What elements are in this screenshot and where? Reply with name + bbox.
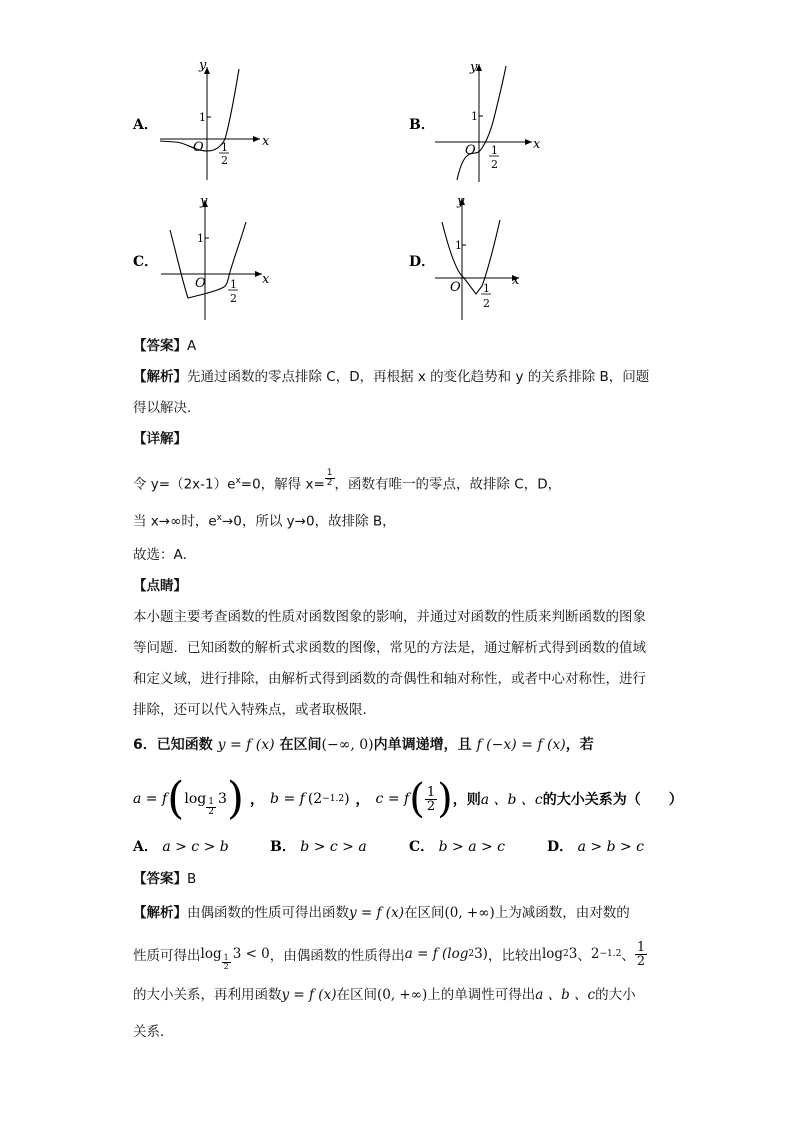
- q6-an3-d: 的大小: [595, 987, 636, 1003]
- graph-d-half-den: 2: [483, 297, 490, 310]
- q6-an2-pow-exp: −1.2: [599, 949, 622, 959]
- q6-analysis-line2: [133, 934, 647, 974]
- q6-an1-b: 在区间: [403, 905, 445, 921]
- graph-c-half-num: 1: [230, 278, 237, 291]
- q6-interval: (−∞, 0): [321, 737, 374, 753]
- q6-an1-interval: (0, +∞): [444, 905, 495, 921]
- option-a-label: A．: [133, 117, 158, 133]
- q5-detail-line1: [133, 466, 561, 501]
- graph-a-origin: O: [193, 140, 204, 155]
- q6-an2-e: 、: [621, 948, 635, 964]
- q5-answer: [133, 331, 196, 362]
- q5-comment-line-1: 本小题主要考查函数的性质对函数图象的影响，并通过对函数的性质来判断函数的图象: [133, 609, 646, 625]
- graph-b: [432, 58, 552, 186]
- q6-option-d-expr: a > b > c: [577, 839, 645, 855]
- q6-stem-d: ，若: [565, 737, 594, 753]
- q6-an2-log2: log: [541, 946, 564, 962]
- q6-an2-eq-sub: 2: [468, 949, 475, 959]
- q5-comment-line-2: 等问题．已知函数的解析式求函数的图像，常见的方法是，通过解析式得到函数的值域: [133, 640, 646, 656]
- q5-detail-line1-sup: x: [235, 476, 241, 486]
- q5-detail-line3: 故选：A．: [133, 547, 197, 563]
- q6-stem-b: 在区间: [279, 737, 322, 753]
- q6-option-c: [409, 836, 505, 856]
- graph-d-one: 1: [455, 239, 462, 252]
- q5-detail-line2: [133, 503, 396, 538]
- q5-detail-tag: 【详解】: [133, 431, 187, 447]
- q6-stem-f: 的大小关系为（ ）: [542, 792, 683, 808]
- graph-a-half-num: 1: [221, 141, 228, 154]
- q6-an2-log2-arg: 3: [568, 946, 578, 962]
- q6-b-exp: −1.2: [322, 794, 345, 804]
- q6-number: 6．: [133, 737, 157, 753]
- q6-a-def-a: a = f: [133, 791, 168, 807]
- q6-an2-pow: 2: [590, 946, 600, 962]
- q6-stem-e: ，则: [452, 792, 481, 808]
- q6-an3-a: 的大小关系，再利用函数: [133, 987, 282, 1003]
- q5-detail-fraction: $\frac{1}{2}$: [326, 468, 333, 488]
- q5-detail-line1-b: =0，解得 x=: [240, 476, 325, 493]
- q6-a-log: log: [184, 791, 207, 807]
- q5-analysis: [133, 362, 649, 393]
- q5-detail-line2-a: 当 x→∞时，e: [133, 513, 217, 530]
- q6-answer-value: B: [187, 871, 197, 887]
- option-c-label: C．: [133, 254, 159, 270]
- graph-d-y-label: y: [457, 194, 465, 209]
- q6-stem-c: 内单调递增，且: [373, 737, 472, 753]
- graph-b-half-den: 2: [491, 158, 498, 171]
- graph-d-x-label: x: [512, 273, 520, 288]
- q6-analysis-line1: [133, 898, 630, 929]
- q6-an2-log: log: [200, 946, 222, 962]
- q6-c-paren-open: (: [409, 776, 425, 822]
- q5-answer-value: A: [187, 338, 197, 354]
- q6-option-a-label: A．: [133, 839, 158, 855]
- graph-c-half-den: 2: [230, 292, 237, 305]
- graph-b-x-label: x: [533, 137, 541, 152]
- q6-an3-b: 在区间: [336, 987, 377, 1003]
- q6-an2-a: 性质可得出: [133, 948, 201, 964]
- q6-an3-interval: (0, +∞): [376, 987, 428, 1003]
- option-d-label: D．: [409, 254, 436, 270]
- graph-a-one: 1: [199, 111, 206, 124]
- graph-c-one: 1: [197, 232, 204, 245]
- q6-option-d: [547, 836, 644, 856]
- graph-b-origin: O: [465, 143, 476, 158]
- q6-answer-tag: 【答案】: [133, 871, 187, 887]
- q6-b-def-a: b = f: [270, 791, 305, 807]
- q6-c-frac: $\frac{1}{2}$: [426, 784, 436, 814]
- graph-d-half-num: 1: [483, 282, 490, 295]
- q6-an3-c: 上的单调性可得出: [427, 987, 536, 1003]
- q6-stem-a: 已知函数: [156, 737, 213, 753]
- q6-option-b: [270, 836, 367, 856]
- graph-b-y-label: y: [470, 60, 478, 75]
- graph-b-half-num: 1: [491, 144, 498, 157]
- q5-answer-tag: 【答案】: [133, 338, 187, 354]
- q6-an3-func: y = f (x): [281, 987, 337, 1003]
- graph-d: [432, 190, 557, 322]
- q6-an3-vars: a 、b 、c: [535, 987, 596, 1003]
- graph-a-y-label: y: [199, 58, 207, 73]
- graph-d-origin: O: [450, 280, 461, 295]
- q6-an2-frac: $\frac{1}{2}$: [636, 939, 646, 969]
- q6-an2-b: ，由偶函数的性质得出: [269, 948, 405, 964]
- q6-option-b-expr: b > c > a: [300, 839, 367, 855]
- q5-detail-line2-b: →0，所以 y→0，故排除 B，: [221, 513, 396, 530]
- option-b-label: B．: [409, 117, 435, 133]
- q6-analysis-tag: 【解析】: [133, 905, 187, 921]
- q6-a-paren-open: (: [167, 773, 185, 824]
- q6-an1-c: 上为减函数，由对数的: [494, 905, 630, 921]
- q6-an1-func: y = f (x): [349, 905, 404, 921]
- q6-an1-a: 由偶函数的性质可得出函数: [187, 905, 349, 921]
- q6-a-paren-close: ): [226, 773, 245, 824]
- q6-an2-c: ，比较出: [487, 948, 542, 964]
- q6-option-a-expr: a > c > b: [162, 839, 229, 855]
- q6-an2-d: 、: [577, 948, 591, 964]
- q6-option-c-expr: b > a > c: [438, 839, 506, 855]
- q6-a-base: $\frac{1}{2}$: [208, 796, 214, 817]
- graph-a-half-den: 2: [221, 154, 228, 167]
- graph-a-x-label: x: [262, 134, 270, 149]
- q6-stem-line1: [133, 730, 594, 761]
- graph-c-y-label: y: [200, 194, 208, 209]
- q6-an2-base: $\frac{1}{2}$: [223, 952, 229, 971]
- graph-c-origin: O: [195, 276, 206, 291]
- graph-c-x-label: x: [262, 272, 270, 287]
- q5-detail-line1-a: 令 y=（2x-1）e: [133, 476, 236, 493]
- q5-analysis-line2: 得以解决．: [133, 400, 201, 416]
- q5-analysis-tag: 【解析】: [133, 369, 187, 385]
- q6-analysis-line3: [133, 980, 636, 1011]
- q6-an2-log2-sub: 2: [563, 949, 569, 959]
- q6-option-d-label: D．: [547, 839, 574, 855]
- q6-c-paren-close: ): [437, 776, 453, 822]
- q6-an2-eq: a = f (log: [404, 946, 469, 962]
- q6-option-c-label: C．: [409, 839, 435, 855]
- q6-answer: [133, 864, 196, 895]
- q5-comment-line-4: 排除，还可以代入特殊点，或者取极限．: [133, 702, 376, 718]
- graph-b-one: 1: [471, 110, 478, 123]
- graph-a: [155, 55, 285, 185]
- q6-c-def-a: c = f: [375, 791, 410, 807]
- q6-an2-ineq: 3 < 0: [232, 946, 270, 962]
- q6-func: y = f (x): [217, 737, 275, 753]
- q5-analysis-line1: 先通过函数的零点排除 C，D，再根据 x 的变化趋势和 y 的关系排除 B，问题: [187, 369, 650, 385]
- q6-option-b-label: B．: [270, 839, 296, 855]
- q6-stem-line2: a = f ( log $\frac{1}{2}$ 3 ) ， b = f ( 2 −1.2 ) ， c = f ( $\frac{1}{2}$ ) ，则 a 、b 、c 的大小关系为（ ）: [133, 773, 683, 824]
- q6-parity: f (−x) = f (x): [476, 737, 566, 753]
- q5-comment-tag: 【点睛】: [133, 578, 187, 594]
- q6-a-arg: 3: [217, 791, 227, 807]
- q6-analysis-line4: 关系．: [133, 1024, 174, 1040]
- q5-comment-line-3: 和定义域，进行排除，由解析式得到函数的奇偶性和轴对称性，或者中心对称性，进行: [133, 671, 646, 687]
- q6-stem-vars: a 、b 、c: [480, 792, 543, 808]
- q5-detail-line1-c: ，函数有唯一的零点，故排除 C，D，: [334, 476, 562, 493]
- q6-an2-eq-end: 3): [474, 946, 488, 962]
- q6-option-a: [133, 836, 229, 856]
- graph-c: [158, 192, 283, 322]
- q6-b-base: 2: [313, 791, 323, 807]
- q5-detail-line2-sup: x: [216, 513, 222, 523]
